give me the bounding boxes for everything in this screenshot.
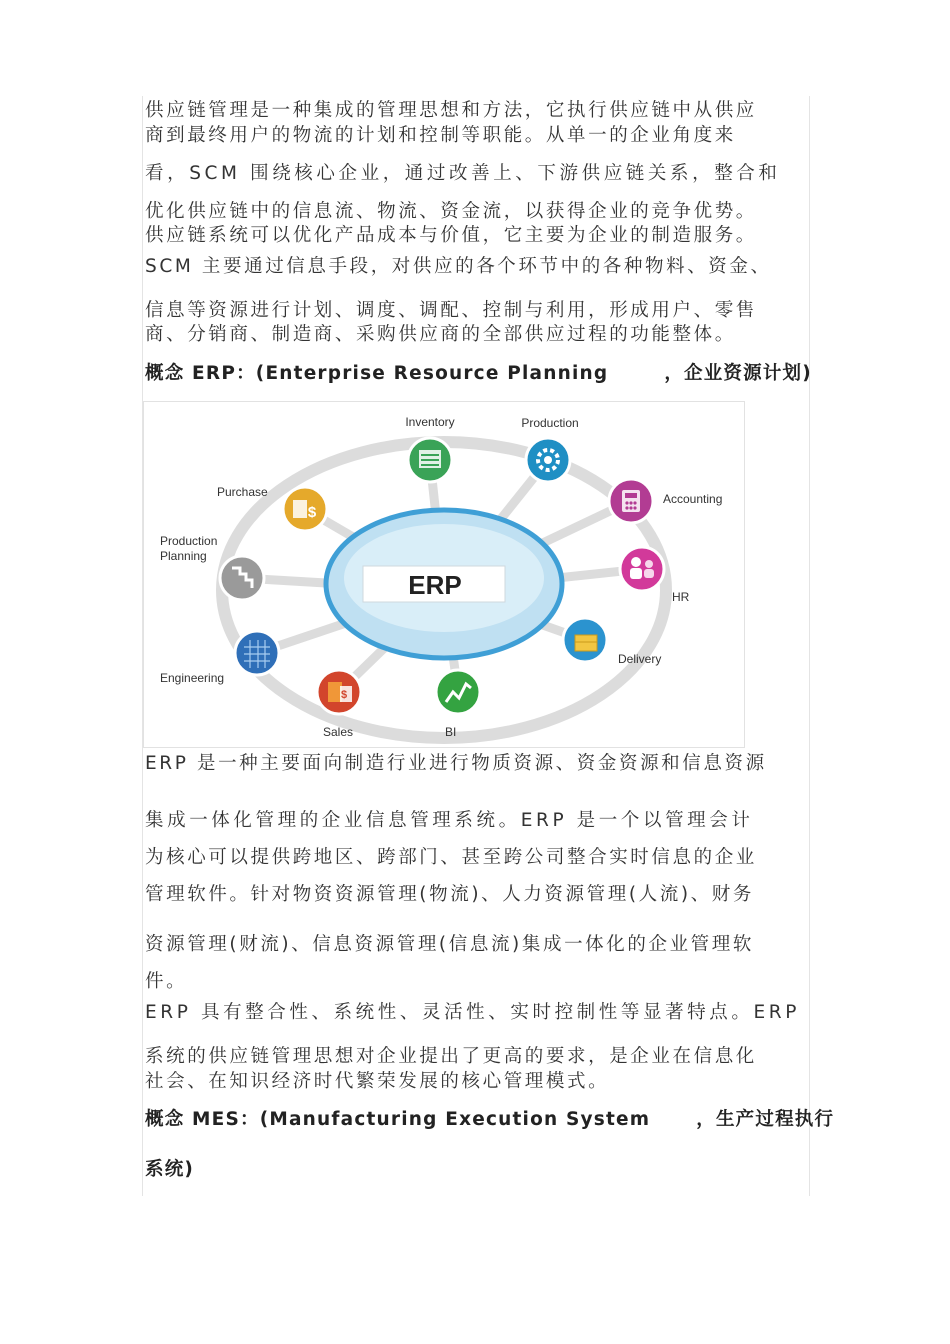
bi-label: BI [445,725,457,739]
engineering-label: Engineering [160,671,225,685]
erp-heading [145,362,812,386]
delivery-label: Delivery [618,652,662,666]
erp-paragraph-line-1: ERP 是一种主要面向制造行业进行物质资源、资金资源和信息资源 [145,753,767,774]
erp-center-label: ERP [408,570,462,600]
erp-paragraph-line-3: 为核心可以提供跨地区、跨部门、甚至跨公司整合实时信息的企业 [145,847,757,868]
scm-paragraph-line-1: 供应链管理是一种集成的管理思想和方法，它执行供应链中从供应 [145,100,757,121]
svg-text:$: $ [307,504,317,521]
erp-paragraph-line-4: 管理软件。针对物资资源管理(物流)、人力资源管理(人流)、财务 [145,884,754,905]
accounting-label: Accounting [663,492,723,506]
production-label: Production [521,416,579,430]
sales-label: Sales [323,725,354,739]
erp-paragraph-line-5: 资源管理(财流)、信息资源管理(信息流)集成一体化的企业管理软 [145,934,754,955]
accounting-calculator-icon [609,479,653,523]
scm-paragraph-line-5: 供应链系统可以优化产品成本与价值，它主要为企业的制造服务。 [145,225,757,246]
inventory-label: Inventory [405,415,455,429]
erp-paragraph-line-7: ERP 具有整合性、系统性、灵活性、实时控制性等显著特点。ERP [145,1002,800,1023]
hr-label: HR [672,590,690,604]
inventory-icon [408,438,452,482]
mes-heading-right: ，生产过程执行 [696,1109,835,1130]
sales-icon [317,670,361,714]
erp-diagram [143,401,745,748]
erp-paragraph-line-6: 件。 [145,971,188,992]
purchase-icon [283,487,327,531]
scm-paragraph-line-3: 看，SCM 围绕核心企业，通过改善上、下游供应链关系，整合和 [145,163,781,184]
erp-heading-right: ，企业资源计划) [664,363,812,384]
hr-people-icon [620,547,664,591]
delivery-box-icon [563,618,607,662]
scm-paragraph-line-6: SCM 主要通过信息手段，对供应的各个环节中的各种物料、资金、 [145,256,772,277]
erp-paragraph-line-2: 集成一体化管理的企业信息管理系统。ERP 是一个以管理会计 [145,810,754,831]
production-gear-icon [526,438,570,482]
engineering-blueprint-icon [235,631,279,675]
scm-paragraph-line-7: 信息等资源进行计划、调度、调配、控制与利用，形成用户、零售 [145,300,757,321]
scm-paragraph-line-8: 商、分销商、制造商、采购供应商的全部供应过程的功能整体。 [145,324,736,345]
mes-heading [145,1108,835,1132]
production-planning-label-2: Planning [160,549,207,563]
production-planning-label-1: Production [160,534,218,548]
erp-heading-left: 概念 ERP：(Enterprise Resource Planning [145,363,609,384]
production-planning-icon [220,556,264,600]
mes-heading-line-2: 系统) [145,1159,195,1180]
svg-text:$: $ [340,689,348,701]
mes-heading-left: 概念 MES：(Manufacturing Execution System [145,1109,651,1130]
purchase-label: Purchase [217,485,268,499]
scm-paragraph-line-2: 商到最终用户的物流的计划和控制等职能。从单一的企业角度来 [145,125,736,146]
erp-paragraph-line-9: 社会、在知识经济时代繁荣发展的核心管理模式。 [145,1071,610,1092]
scm-paragraph-line-4: 优化供应链中的信息流、物流、资金流，以获得企业的竞争优势。 [145,201,757,222]
erp-paragraph-line-8: 系统的供应链管理思想对企业提出了更高的要求，是企业在信息化 [145,1046,757,1067]
bi-chart-icon [436,670,480,714]
